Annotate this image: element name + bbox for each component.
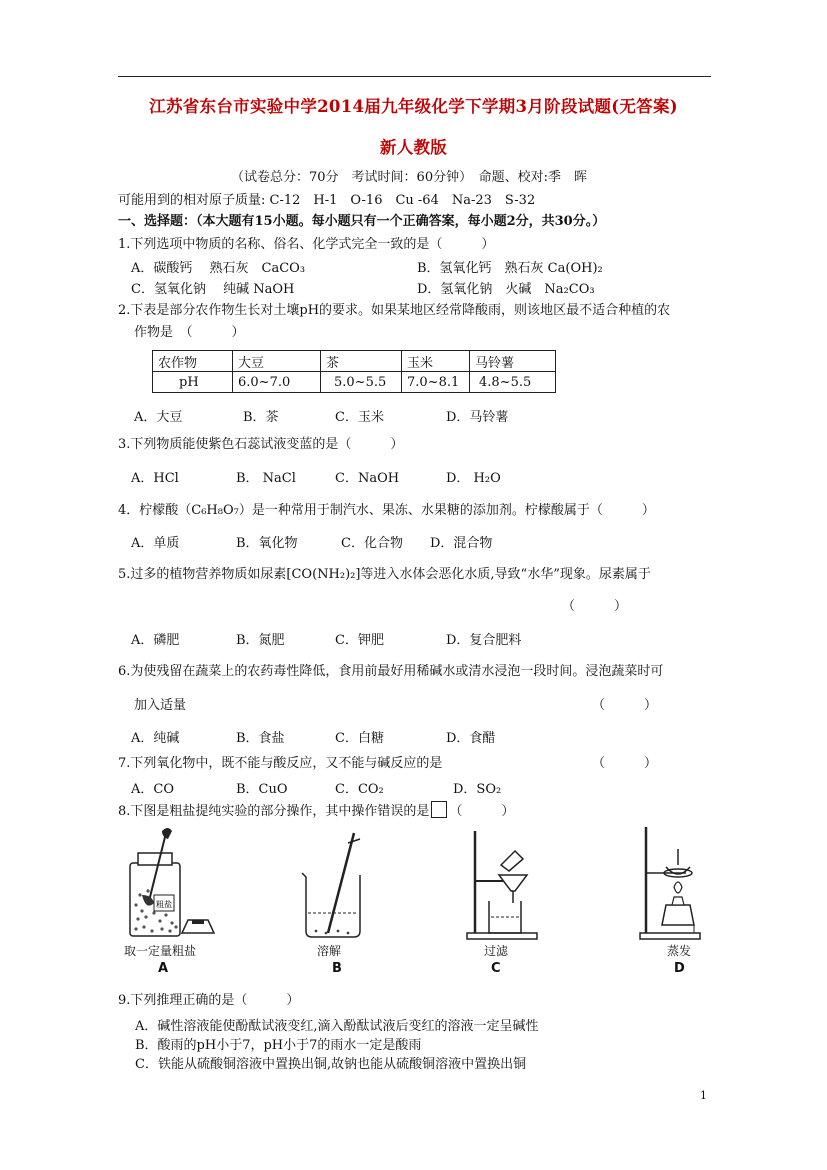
figure-c-filtration-icon [463, 825, 543, 945]
question-6-answer-paren: （ ） [592, 698, 658, 713]
question-4-option-a: A．单质 [131, 536, 180, 551]
figure-c-letter: C [491, 961, 501, 976]
figure-d-label: 蒸发 [667, 944, 692, 958]
question-2-option-a: A．大豆 [134, 410, 183, 425]
question-9-stem: 9.下列推理正确的是（ ） [118, 993, 300, 1008]
question-7-option-b: B．CuO [236, 782, 288, 797]
question-5-option-b: B．氮肥 [236, 633, 285, 648]
question-6-option-b: B．食盐 [236, 731, 285, 746]
question-9-option-a: A．碱性溶液能使酚酞试液变红,滴入酚酞试液后变红的溶液一定呈碱性 [135, 1019, 539, 1034]
atomic-masses: 可能用到的相对原子质量: C-12 H-1 O-16 Cu -64 Na-23 S-32 [118, 193, 536, 208]
page-subtitle: 新人教版 [379, 138, 448, 157]
figure-b-beaker-icon [296, 825, 376, 945]
question-4-option-c: C．化合物 [341, 536, 403, 551]
question-3-option-c: C．NaOH [335, 471, 400, 486]
question-3-option-a: A．HCl [131, 471, 179, 486]
question-9-option-b: B．酸雨的pH小于7，pH小于7的雨水一定是酸雨 [135, 1038, 422, 1053]
figure-a-letter: A [158, 961, 169, 976]
question-6-option-d: D．食醋 [446, 731, 496, 746]
crop-ph-table [152, 350, 556, 393]
question-6-stem-line2: 加入适量 [134, 698, 187, 713]
figure-c-label: 过滤 [484, 944, 509, 958]
question-3-option-d: D． H₂O [446, 471, 501, 486]
page-title: 江苏省东台市实验中学2014届九年级化学下学期3月阶段试题(无答案) [149, 97, 678, 116]
table-cell: pH [153, 372, 233, 393]
question-4-option-d: D．混合物 [430, 536, 493, 551]
question-2-option-d: D．马铃薯 [446, 410, 509, 425]
question-6-stem-line1: 6.为使残留在蔬菜上的农药毒性降低，食用前最好用稀碱水或清水浸泡一段时间。浸泡蔬菜时可 [118, 664, 664, 679]
table-cell: 马铃薯 [470, 351, 556, 372]
question-5-answer-paren: （ ） [562, 599, 628, 614]
question-1-option-c: C．氢氧化钠 纯碱 NaOH [131, 282, 295, 297]
question-1-option-a: A．碳酸钙 熟石灰 CaCO₃ [131, 261, 306, 276]
figure-a-label: 取一定量粗盐 [124, 944, 197, 958]
figure-b-letter: B [332, 961, 342, 976]
table-cell: 7.0~8.1 [402, 372, 470, 393]
question-3-option-b: B． NaCl [236, 471, 296, 486]
question-6-option-c: C．白糖 [335, 731, 384, 746]
question-5-stem: 5.过多的植物营养物质如尿素[CO(NH₂)₂]等进入水体会恶化水质,导致“水华”现象。尿素属于 [118, 567, 651, 582]
figure-d-letter: D [674, 961, 685, 976]
table-cell: 玉米 [402, 351, 470, 372]
table-cell: 6.0~7.0 [233, 372, 321, 393]
answer-box [431, 801, 447, 818]
question-7-stem: 7.下列氧化物中，既不能与酸反应，又不能与碱反应的是 [118, 756, 443, 771]
question-2-option-b: B．茶 [243, 410, 279, 425]
table-cell: 茶 [321, 351, 402, 372]
question-5-option-a: A．磷肥 [131, 633, 180, 648]
question-4-stem: 4．柠檬酸（C₆H₈O₇）是一种常用于制汽水、果冻、水果糖的添加剂。柠檬酸属于（ ） [118, 503, 655, 518]
question-7-answer-paren: （ ） [592, 756, 658, 771]
question-7-option-c: C．CO₂ [335, 782, 384, 797]
question-5-option-d: D．复合肥料 [446, 633, 522, 648]
question-1-option-d: D．氢氧化钠 火碱 Na₂CO₃ [417, 282, 595, 297]
question-7-option-a: A．CO [131, 782, 174, 797]
question-9-option-c: C．铁能从硫酸铜溶液中置换出铜,故钠也能从硫酸铜溶液中置换出铜 [135, 1057, 527, 1072]
jar-label-text: 粗盐 [156, 900, 172, 909]
question-5-option-c: C．钾肥 [335, 633, 384, 648]
question-3-stem: 3.下列物质能使紫色石蕊试液变蓝的是（ ） [118, 437, 404, 452]
question-1-stem: 1.下列选项中物质的名称、俗名、化学式完全一致的是（ ） [118, 237, 495, 252]
question-8-answer-paren: （ ） [449, 804, 515, 819]
figure-a-jar-icon [118, 825, 228, 945]
question-4-option-b: B．氧化物 [236, 536, 298, 551]
exam-info: （试卷总分：70分 考试时间：60分钟） 命题、校对:季 晖 [231, 170, 587, 185]
question-8-stem-text: 8.下图是粗盐提纯实验的部分操作，其中操作错误的是 [118, 804, 430, 819]
table-row [153, 372, 556, 393]
question-6-option-a: A．纯碱 [131, 731, 180, 746]
table-header-row [153, 351, 556, 372]
question-8-stem [118, 800, 514, 819]
header-rule [118, 76, 711, 77]
section-header: 一、选择题：（本大题有15小题。每小题只有一个正确答案，每小题2分，共30分。） [118, 214, 606, 229]
question-2-option-c: C．玉米 [335, 410, 384, 425]
question-2-stem-line1: 2.下表是部分农作物生长对土壤pH的要求。如果某地区经常降酸雨，则该地区最不适合种植的农 [118, 303, 671, 318]
question-1-option-b: B．氢氧化钙 熟石灰 Ca(OH)₂ [417, 261, 603, 276]
question-2-stem-line2: 作物是 （ ） [134, 325, 245, 340]
table-cell: 4.8~5.5 [470, 372, 556, 393]
table-cell: 大豆 [233, 351, 321, 372]
table-cell: 5.0~5.5 [321, 372, 402, 393]
question-7-option-d: D．SO₂ [453, 782, 502, 797]
figure-d-evaporation-icon [638, 825, 718, 945]
figure-b-label: 溶解 [317, 944, 342, 958]
table-cell: 农作物 [153, 351, 233, 372]
page-number: 1 [700, 1089, 707, 1102]
